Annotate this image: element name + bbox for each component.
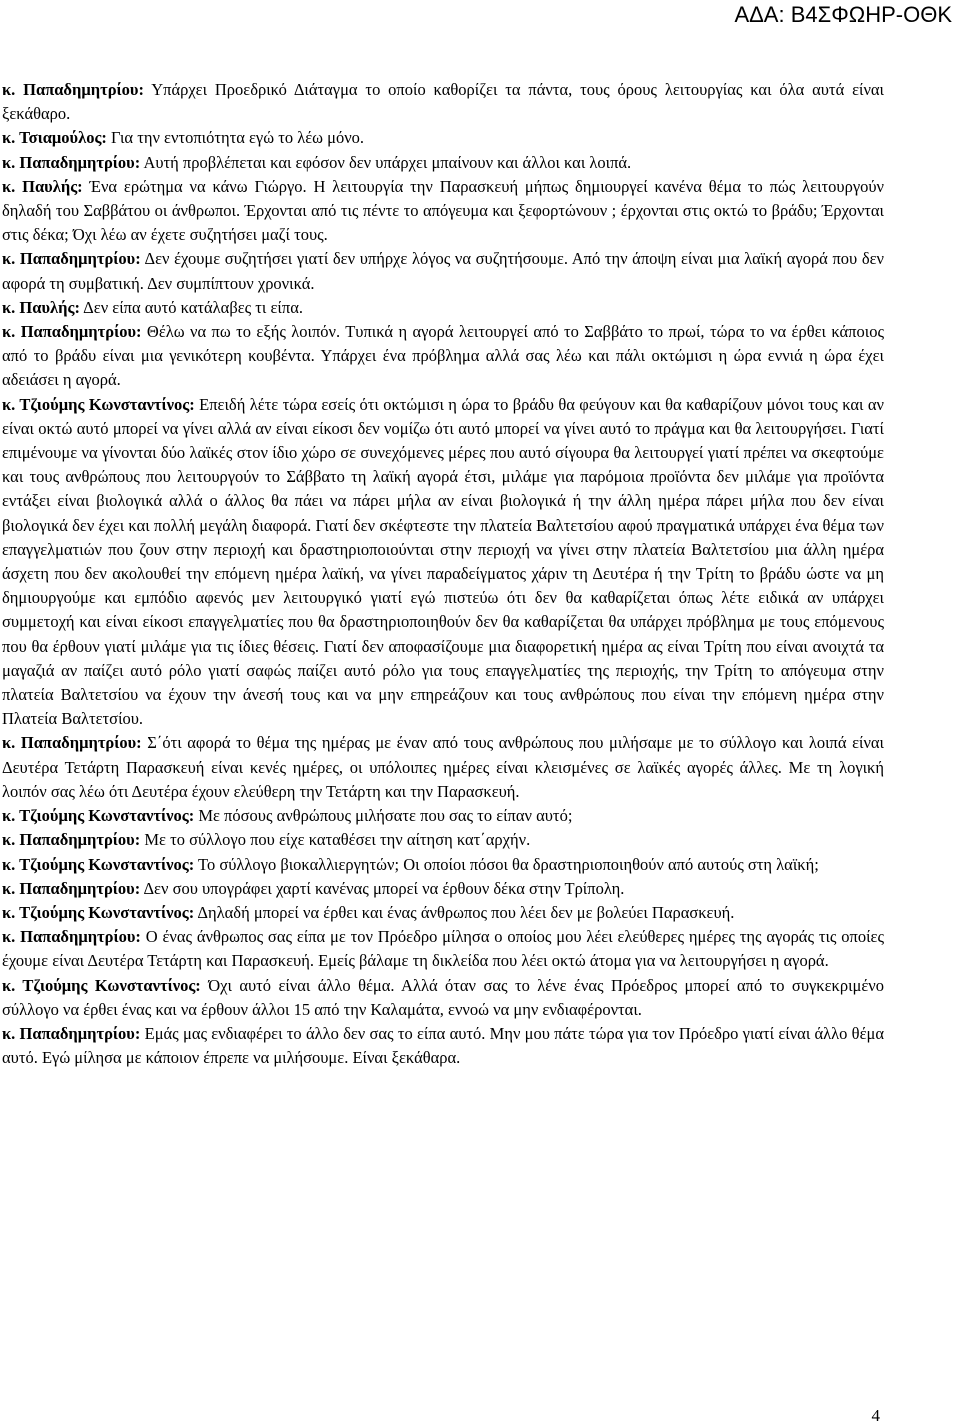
speaker-text: Όχι αυτό είναι άλλο θέμα. Αλλά όταν σας το λένε ένας Πρόεδρος μπορεί από το συγκεκριμένο σύλλογο να έρθει ένας και να έρθουν άλλοι 15 από την Καλαμάτα, εννοώ να μην ενδιαφέρονται. [2, 975, 884, 1019]
speaker-label: κ. Τζιούμης Κωνσταντίνος: [2, 854, 195, 874]
minutes-body [0, 78, 884, 1070]
speaker-label: κ. Παπαδημητρίου: [2, 322, 142, 342]
minutes-paragraph [2, 853, 884, 877]
speaker-label: κ. Τζιούμης Κωνσταντίνος: [2, 806, 195, 826]
minutes-paragraph [2, 731, 884, 804]
speaker-text: Ο ένας άνθρωπος σας είπα με τον Πρόεδρο μίλησα ο οποίος μου λέει ελεύθερες ημέρες της αγοράς τις οποίες έχουμε είναι Δευτέρα Τετάρτη και Παρασκευή. Εμείς βάλαμε τη δικλείδα που λέει οκτώ άτομα για να λειτουργήσει η αγορά. [2, 927, 884, 971]
speaker-text: Με το σύλλογο που είχε καταθέσει την αίτηση κατ΄αρχήν. [140, 830, 531, 850]
minutes-paragraph [2, 1022, 884, 1070]
speaker-label: κ. Παυλής: [2, 297, 80, 317]
speaker-text: Ένα ερώτημα να κάνω Γιώργο. Η λειτουργία την Παρασκευή μήπως δημιουργεί κανένα θέμα το πώς λειτουργούν δηλαδή του Σαββάτου οι άνθρωποι. Έρχονται από τις πέντε το απόγευμα και ξεφορτώνουν ; έρχονται στις οκτώ το βράδυ; Έρχονται στις δέκα; Όχι λέω αν έχετε συζητήσει μαζί τους. [2, 176, 884, 245]
speaker-label: κ. Παπαδημητρίου: [2, 927, 141, 947]
speaker-label: κ. Τζιούμης Κωνσταντίνος: [2, 975, 201, 995]
speaker-label: κ. Παπαδημητρίου: [2, 249, 141, 269]
speaker-label: κ. Τζιούμης Κωνσταντίνος: [2, 394, 195, 414]
minutes-paragraph [2, 320, 884, 393]
speaker-text: Δεν είπα αυτό κατάλαβες τι είπα. [79, 297, 303, 317]
minutes-paragraph [2, 175, 884, 248]
speaker-text: Με πόσους ανθρώπους μιλήσατε που σας το είπαν αυτό; [194, 806, 573, 826]
speaker-text: Σ΄ότι αφορά το θέμα της ημέρας με έναν από τους ανθρώπους που μιλήσαμε με το σύλλογο και λοιπά είναι Δευτέρα Τετάρτη Παρασκευή είναι κενές ημέρες, οι υπόλοιπες ημέρες είναι κλεισμένες σε λαϊκές αγορές άλλες. Με τη λογική λοιπόν σας λέω ότι Δευτέρα έχουν ελεύθερη την Τετάρτη και την Παρασκευή. [2, 733, 884, 801]
speaker-text: Το σύλλογο βιοκαλλιεργητών; Οι οποίοι πόσοι θα δραστηριοποιηθούν από αυτούς στη λαϊκή; [194, 854, 819, 874]
speaker-text: Για την εντοπιότητα εγώ το λέω μόνο. [106, 128, 365, 148]
speaker-label: κ. Παπαδημητρίου: [2, 878, 141, 898]
speaker-text: Δηλαδή μπορεί να έρθει και ένας άνθρωπος που λέει δεν με βολεύει Παρασκευή. [194, 902, 735, 922]
speaker-label: κ. Παυλής: [2, 176, 83, 196]
page-number: 4 [871, 1406, 880, 1425]
speaker-label: κ. Παπαδημητρίου: [2, 1023, 141, 1043]
speaker-label: κ. Τσιαμούλος: [2, 128, 107, 148]
minutes-paragraph [2, 974, 884, 1022]
speaker-label: κ. Παπαδημητρίου: [2, 80, 144, 99]
minutes-paragraph [2, 247, 884, 295]
minutes-paragraph [2, 901, 884, 925]
speaker-label: κ. Παπαδημητρίου: [2, 733, 142, 753]
minutes-paragraph [2, 925, 884, 973]
speaker-text: Επειδή λέτε τώρα εσείς ότι οκτώμισι η ώρα το βράδυ θα φεύγουν και θα καθαρίζουν μόνοι τους και αν είναι οκτώ αυτό μπορεί να γίνει αλλά αν είναι είκοσι δεν νομίζω ότι αυτό μπορεί να γίνει αυτό το πράγμα και θα λειτουργήσει. Γιατί επιμένουμε να γίνονται δύο λαϊκές στον ίδιο χώρο σε συνεχόμενες μέρες που αυτό σίγουρα θα λειτουργεί γιατί πρέπει να σκεφτούμε και τους ανθρώπους που λειτουργούν το Σάββατο τη λαϊκή αγορά έτσι, μιλάμε για παρόμοια προϊόντα δεν μιλάμε για προϊόντα εντάξει είναι βιολογικά αλλά ο άλλος θα πάει να πάρει μήλα αν είναι βιολογικά ή την άλλη ημέρα πάρει μήλα που δεν είναι βιολογικά δεν έχει και πολλή μεγάλη διαφορά. Γιατί δεν σκέφτεστε την πλατεία Βαλτετσίου αφού πραγματικά υπάρχει ένα θέμα των επαγγελματιών που ζουν στην περιοχή και δραστηριοποιούνται στην περιοχή να γίνει στην πλατεία Βαλτετσίου μια άλλη ημέρα άσχετη που δεν ακολουθεί την επόμενη ημέρα λαϊκή, να γίνει παραδείγματος χάριν τη Δευτέρα ή την Τρίτη το βράδυ ώστε να μη δημιουργούμε και εμπόδιο αφενός μεν λειτουργικό γιατί εγώ πιστεύω ότι δεν θα καθαρίζεται όπως λέτε ειδικά αν υπάρχει συμμετοχή και είναι είκοσι επαγγελματίες που θα δραστηριοποιηθούν δεν θα καθαρίζεται θα υπάρχει πρόβλημα με τους επόμενους που θα έρθουν γιατί μιλάμε για τις ίδιες θέσεις. Γιατί δεν αποφασίζουμε μια διαφορετική ημέρα ας είναι Τρίτη που είναι ανοιχτά τα μαγαζιά αν παίζει αυτό ρόλο γιατί σαφώς παίζει αυτό ρόλο για τους επαγγελματίες της περιοχής, την Τρίτη το απόγευμα στην πλατεία Βαλτετσίου να έχουν την άνεσή τους και να μην επηρεάζουν και τους ανθρώπους που είναι την επόμενη ημέρα στην Πλατεία Βαλτετσίου. [2, 394, 884, 729]
minutes-paragraph [2, 877, 884, 901]
speaker-text: Θέλω να πω το εξής λοιπόν. Τυπικά η αγορά λειτουργεί από το Σαββάτο το πρωί, τώρα το να έρθει κάποιος από το βράδυ είναι μια γενικότερη κουβέντα. Υπάρχει ένα πρόβλημα αλλά σας λέω και πάλι οκτώμισι η ώρα εννιά η ώρα έχει αδειάσει η αγορά. [2, 322, 884, 390]
speaker-label: κ. Τζιούμης Κωνσταντίνος: [2, 902, 195, 922]
ada-header: ΑΔΑ: Β4ΣΦΩΗΡ-ΟΘΚ [734, 2, 952, 27]
speaker-text: Δεν έχουμε συζητήσει γιατί δεν υπήρχε λόγος να συζητήσουμε. Από την άποψη είναι μια λαϊκή αγορά που δεν αφορά τη συμβατική. Δεν συμπίπτουν χρονικά. [2, 249, 884, 293]
minutes-paragraph [2, 126, 884, 150]
minutes-paragraph [2, 393, 884, 732]
minutes-paragraph [2, 151, 884, 175]
minutes-paragraph [2, 296, 884, 320]
speaker-text: Εμάς μας ενδιαφέρει το άλλο δεν σας το είπα αυτό. Μην μου πάτε τώρα για τον Πρόεδρο γιατί είναι άλλο θέμα αυτό. Εγώ μίλησα με κάποιον έπρεπε να μιλήσουμε. Είναι ξεκάθαρα. [2, 1023, 884, 1068]
speaker-label: κ. Παπαδημητρίου: [2, 152, 141, 172]
minutes-paragraph [2, 828, 884, 852]
minutes-paragraph [2, 804, 884, 828]
speaker-text: Δεν σου υπογράφει χαρτί κανένας μπορεί να έρθουν δέκα στην Τρίπολη. [140, 878, 625, 898]
minutes-paragraph [2, 78, 884, 126]
speaker-label: κ. Παπαδημητρίου: [2, 830, 141, 850]
speaker-text: Υπάρχει Προεδρικό Διάταγμα το οποίο καθορίζει τα πάντα, τους όρους λειτουργίας και όλα αυτά είναι ξεκάθαρο. [2, 80, 884, 124]
speaker-text: Αυτή προβλέπεται και εφόσον δεν υπάρχει μπαίνουν και άλλοι και λοιπά. [140, 152, 632, 172]
